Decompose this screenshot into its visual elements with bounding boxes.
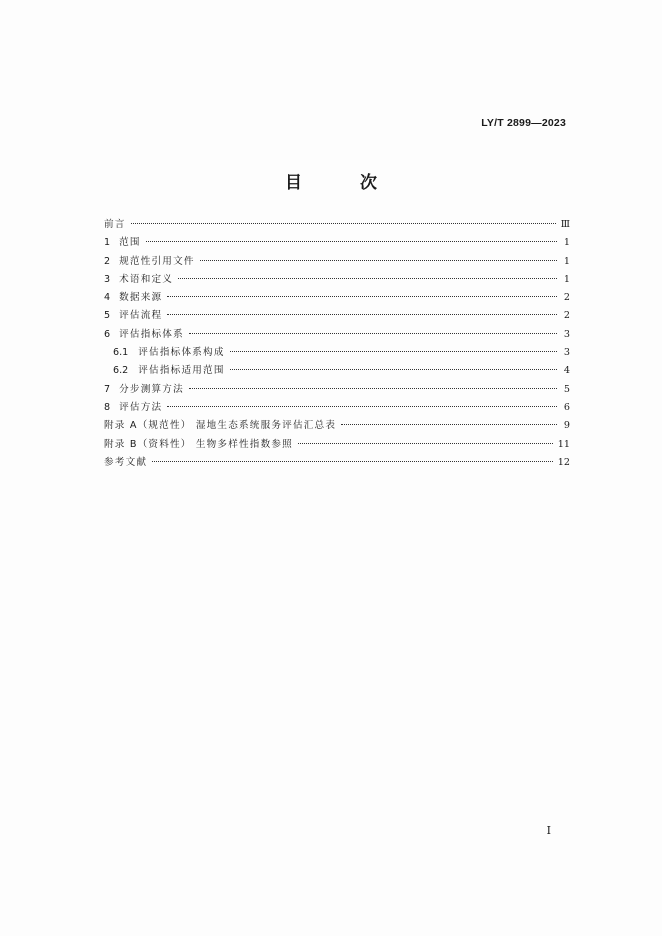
toc-entry-label: 附录 B（资料性） 生物多样性指数参照 [104,438,293,450]
toc-entry-label: 数据来源 [119,292,163,304]
toc-leader-dots [178,278,557,279]
toc-leader-dots [152,461,553,462]
toc-entry-number: 4 [104,292,111,304]
toc-entry-label: 范围 [119,237,141,249]
toc-entry-7[interactable] [104,381,570,399]
toc-leader-dots [189,388,557,389]
toc-entry-page: 1 [563,273,570,285]
toc-entry-label: 参考文献 [104,456,148,468]
toc-entry-3[interactable] [104,271,570,289]
toc-entry-number: 6.1 [113,347,129,359]
toc-entry-page: 1 [563,255,570,267]
toc-entry-label: 前言 [104,219,126,230]
toc-entry-label: 评估指标适用范围 [138,365,225,377]
toc-leader-dots [131,223,556,224]
toc-entry-label: 规范性引用文件 [119,255,195,267]
toc-entry-number: 1 [104,237,111,249]
toc-leader-dots [167,296,557,297]
toc-entry-number: 6.2 [113,365,129,377]
toc-entry-number: 2 [104,255,111,267]
toc-leader-dots [230,351,557,352]
toc-entry-5[interactable] [104,307,570,325]
toc-leader-dots [167,406,557,407]
toc-entry-page: 11 [557,438,570,450]
toc-entry-page: 2 [563,292,570,304]
toc-entry-6-2[interactable] [104,362,570,380]
toc-entry-references[interactable] [104,454,570,472]
toc-entry-page: Ⅲ [560,219,570,230]
toc-entry-appendix-b[interactable] [104,436,570,454]
toc-entry-label: 术语和定义 [119,273,174,285]
toc-entry-page: 5 [563,383,570,395]
toc-entry-page: 3 [563,328,570,340]
toc-leader-dots [189,333,557,334]
toc-entry-2[interactable] [104,253,570,271]
toc-entry-8[interactable] [104,399,570,417]
toc-entry-page: 2 [563,310,570,322]
toc-entry-number: 6 [104,328,111,340]
toc-entry-appendix-a[interactable] [104,417,570,435]
toc-entry-label: 附录 A（规范性） 湿地生态系统服务评估汇总表 [104,420,337,432]
toc-entry-label: 评估流程 [119,310,163,322]
toc-leader-dots [298,443,553,444]
toc-entry-foreword[interactable] [104,216,570,234]
toc-entry-label: 评估指标体系构成 [138,347,225,359]
toc-entry-page: 6 [563,401,570,413]
toc-leader-dots [341,424,557,425]
toc-entry-page: 9 [563,420,570,432]
toc-entry-page: 1 [563,237,570,249]
toc-entry-number: 8 [104,401,111,413]
toc-entry-page: 12 [557,456,570,468]
toc-entry-4[interactable] [104,289,570,307]
toc-entry-6[interactable] [104,326,570,344]
toc-entry-label: 评估指标体系 [119,328,184,340]
toc-entry-label: 分步测算方法 [119,383,184,395]
document-code: LY/T 2899—2023 [481,117,566,129]
toc-entry-number: 7 [104,383,111,395]
toc-list [104,216,570,472]
toc-leader-dots [230,369,557,370]
toc-entry-page: 3 [563,347,570,359]
toc-entry-number: 3 [104,273,111,285]
toc-leader-dots [167,314,557,315]
toc-entry-number: 5 [104,310,111,322]
page-number: I [546,824,551,837]
toc-leader-dots [200,260,557,261]
toc-leader-dots [146,241,557,242]
toc-entry-page: 4 [563,365,570,377]
toc-entry-6-1[interactable] [104,344,570,362]
toc-entry-1[interactable] [104,234,570,252]
toc-entry-label: 评估方法 [119,401,163,413]
toc-title: 目 次 [285,173,403,193]
